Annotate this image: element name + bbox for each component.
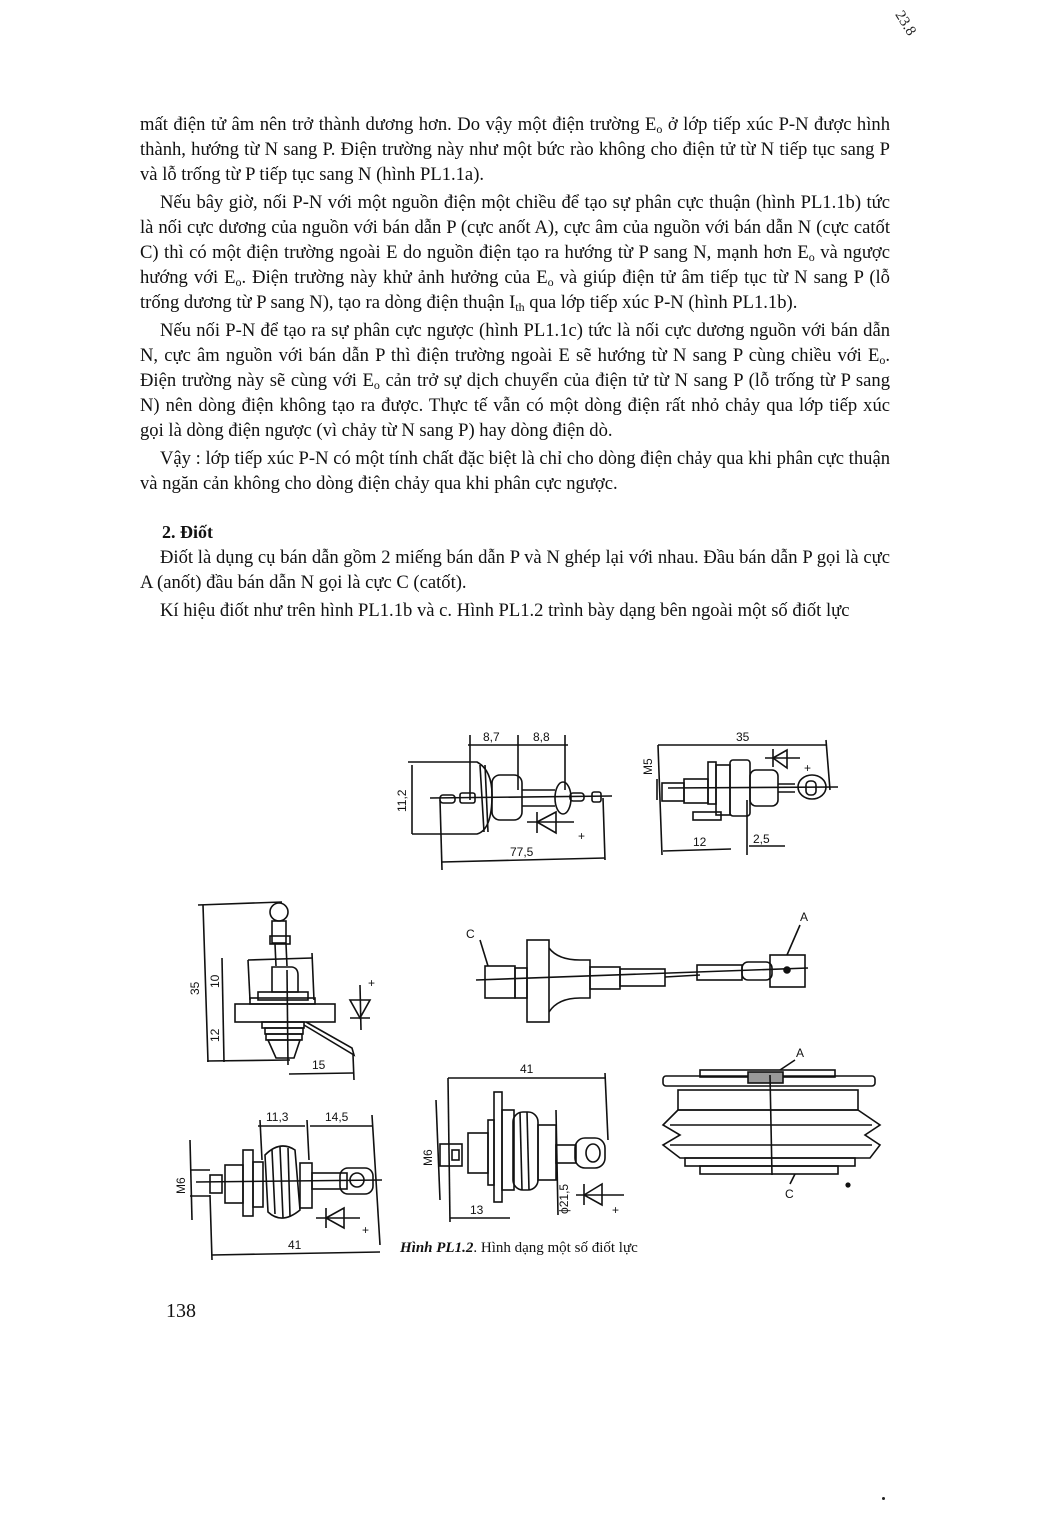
dim-label: 10 [208,974,222,988]
dim-label: 35 [188,981,202,995]
dim-label: 2,5 [753,832,770,846]
dim-label: M5 [641,758,655,775]
corner-handwritten-mark: 23.8 [891,8,919,39]
dim-label: 77,5 [510,845,534,859]
dim-label: 11,3 [266,1110,289,1124]
dim-label: 41 [288,1238,302,1252]
dim-label: 41 [520,1062,534,1076]
paragraph-1: mất điện tử âm nên trở thành dương hơn. Do vậy một điện trường $E_o$ ở lớp tiếp xúc P-N được hình thành, hướng từ N sang P. Điện trường này như một bức rào không cho điện tử từ N tiếp tục sang P và lỗ trống từ P tiếp tục sang N (hình PL1.1a). [140,114,890,186]
paragraph-4: Vậy : lớp tiếp xúc P-N có một tính chất đặc biệt là chỉ cho dòng điện chảy qua khi phân cực thuận và ngăn cản không cho dòng điện chảy qua khi phân cực ngược. [140,447,890,494]
plus-sign: + [578,829,586,843]
diode-drawing-5 [190,1115,382,1260]
figure-caption-label: Hình PL1.2 [400,1240,474,1256]
section-paragraph-1: Điốt là dụng cụ bán dẫn gồm 2 miếng bán dẫn P và N ghép lại với nhau. Đầu bán dẫn P gọi là cực A (anốt) đầu bán dẫn N gọi là cực C (catốt). [140,547,890,594]
section-paragraph-2: Kí hiệu điốt như trên hình PL1.1b và c. Hình PL1.2 trình bày dạng bên ngoài một số điốt lực [160,599,850,621]
terminal-label-anode: A [796,1046,805,1060]
diode-drawing-2 [657,740,838,855]
figure-caption [400,1240,638,1257]
dim-label: M6 [174,1177,188,1194]
dim-label: 8,8 [533,730,550,744]
dim-label: 8,7 [483,730,500,744]
dim-label: 12 [208,1028,222,1042]
plus-sign: + [612,1203,620,1217]
dim-label: 15 [312,1058,326,1072]
section-heading: 2. Điốt [162,522,213,543]
dim-label: ϕ21,5 [557,1183,571,1214]
diode-symbol [773,750,787,768]
diode-drawing-6 [436,1073,624,1222]
page-number: 138 [166,1300,196,1322]
figure-caption-text: . Hình dạng một số điốt lực [473,1240,638,1256]
diode-drawing-7 [663,1060,880,1187]
scan-speck [882,1497,885,1500]
terminal-label-anode: A [800,910,809,924]
diode-drawing-4 [476,925,808,1022]
dim-label: 35 [736,730,750,744]
dim-label: 14,5 [325,1110,349,1124]
paragraph-3: Nếu nối P-N để tạo ra sự phân cực ngược (hình PL1.1c) tức là nối cực dương nguồn với bán dẫn N, cực âm nguồn với bán dẫn P thì điện trường ngoài E sẽ hướng từ N sang P cùng chiều với $E_o$. Điện trường này sẽ cùng với $E_o$ cản trở sự dịch chuyển của điện tử từ N sang P (lỗ trống từ P sang N) nên dòng điện không tạo ra được. Thực tế vẫn có một dòng điện rất nhỏ chảy qua lớp tiếp xúc gọi là dòng điện ngược (vì chảy từ N sang P) hay dòng điện dò. [140,319,890,442]
dim-label: M6 [421,1149,435,1166]
plus-sign: + [362,1223,370,1237]
dim-label: 12 [693,835,707,849]
plus-sign: + [368,976,376,990]
terminal-label-cathode: C [785,1187,794,1201]
dim-label: 13 [470,1203,484,1217]
dim-label: 11,2 [395,789,409,812]
diode-drawing-3 [198,902,370,1080]
plus-sign: + [804,761,812,775]
terminal-label-cathode: C [466,927,475,941]
paragraph-2: Nếu bây giờ, nối P-N với một nguồn điện một chiều để tạo sự phân cực thuận (hình PL1.1b) tức là nối cực dương của nguồn với bán dẫn P (cực anốt A), cực âm của nguồn với bán dẫn N (cực catốt C) thì có một điện trường ngoài E do nguồn điện tạo ra hướng từ P sang N, mạnh hơn $E_o$ và ngược hướng với $E_o$. Điện trường này khử ảnh hưởng của $E_o$ và giúp điện tử âm tiếp tục từ N sang P (lỗ trống dương từ P sang N), tạo ra dòng điện thuận $I_{th}$ qua lớp tiếp xúc P-N (hình PL1.1b). [140,191,891,315]
